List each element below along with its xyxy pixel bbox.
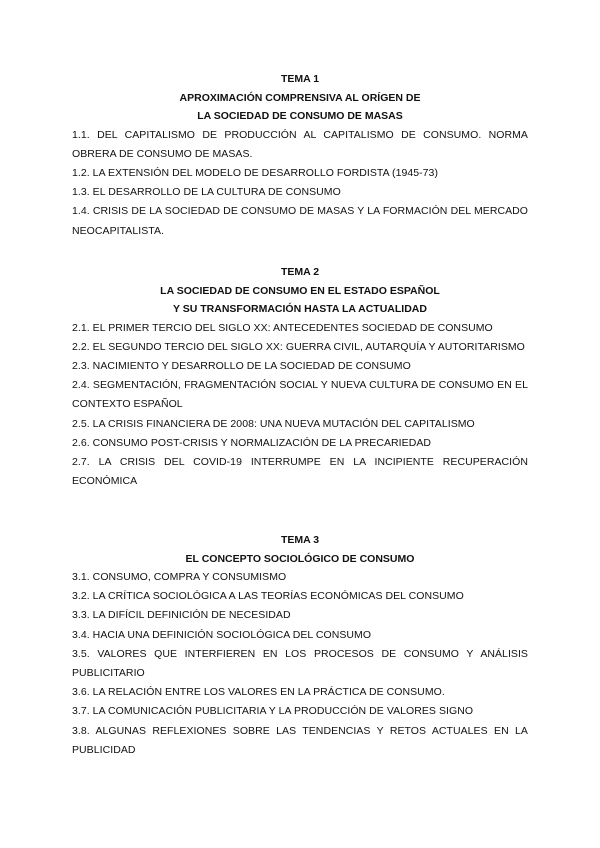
section-tema-1: [72, 70, 528, 241]
list-item: 2.4. SEGMENTACIÓN, FRAGMENTACIÓN SOCIAL Y NUEVA CULTURA DE CONSUMO EN EL CONTEXTO ESPAÑOL: [72, 379, 528, 411]
list-item: 3.2. LA CRÍTICA SOCIOLÓGICA A LAS TEORÍAS ECONÓMICAS DEL CONSUMO: [72, 590, 464, 603]
list-item: 2.2. EL SEGUNDO TERCIO DEL SIGLO XX: GUERRA CIVIL, AUTARQUÍA Y AUTORITARISMO: [72, 340, 525, 353]
list-item: 3.6. LA RELACIÓN ENTRE LOS VALORES EN LA PRÁCTICA DE CONSUMO.: [72, 686, 445, 699]
list-item: 2.6. CONSUMO POST-CRISIS Y NORMALIZACIÓN DE LA PRECARIEDAD: [72, 436, 432, 449]
section-subtitle-line: APROXIMACIÓN COMPRENSIVA AL ORÍGEN DE: [179, 91, 421, 104]
section-subtitle-line: LA SOCIEDAD DE CONSUMO DE MASAS: [197, 110, 403, 122]
section-subtitle-line: Y SU TRANSFORMACIÓN HASTA LA ACTUALIDAD: [173, 303, 427, 315]
list-item: 1.1. DEL CAPITALISMO DE PRODUCCIÓN AL CAPITALISMO DE CONSUMO. NORMA OBRERA DE CONSUMO DE MASAS.: [72, 128, 528, 160]
list-item: 3.4. HACIA UNA DEFINICIÓN SOCIOLÓGICA DEL CONSUMO: [72, 628, 372, 641]
list-item: 3.3. LA DIFÍCIL DEFINICIÓN DE NECESIDAD: [72, 609, 291, 622]
section-tema-3: [72, 531, 528, 760]
list-item: 2.5. LA CRISIS FINANCIERA DE 2008: UNA NUEVA MUTACIÓN DEL CAPITALISMO: [72, 417, 475, 430]
list-item: 1.4. CRISIS DE LA SOCIEDAD DE CONSUMO DE MASAS Y LA FORMACIÓN DEL MERCADO NEOCAPITALISTA.: [72, 205, 528, 237]
section-title: TEMA 3: [280, 534, 320, 546]
list-item: 3.5. VALORES QUE INTERFIEREN EN LOS PROCESOS DE CONSUMO Y ANÁLISIS PUBLICITARIO: [72, 647, 528, 680]
section-title: TEMA 2: [280, 266, 320, 278]
list-item: 3.8. ALGUNAS REFLEXIONES SOBRE LAS TENDENCIAS Y RETOS ACTUALES EN LA PUBLICIDAD: [72, 724, 528, 756]
list-item: 3.1. CONSUMO, COMPRA Y CONSUMISMO: [72, 571, 287, 583]
list-item: 2.3. NACIMIENTO Y DESARROLLO DE LA SOCIEDAD DE CONSUMO: [72, 359, 411, 372]
list-item: 2.1. EL PRIMER TERCIO DEL SIGLO XX: ANTECEDENTES SOCIEDAD DE CONSUMO: [72, 321, 493, 334]
list-item: 2.7. LA CRISIS DEL COVID-19 INTERRUMPE EN LA INCIPIENTE RECUPERACIÓN ECONÓMICA: [72, 455, 528, 488]
list-item: 1.3. EL DESARROLLO DE LA CULTURA DE CONSUMO: [72, 186, 341, 199]
section-subtitle-line: EL CONCEPTO SOCIOLÓGICO DE CONSUMO: [185, 552, 415, 565]
section-title: TEMA 1: [280, 73, 320, 85]
list-item: 3.7. LA COMUNICACIÓN PUBLICITARIA Y LA PRODUCCIÓN DE VALORES SIGNO: [72, 705, 474, 718]
section-tema-2: [72, 263, 528, 491]
section-subtitle-line: LA SOCIEDAD DE CONSUMO EN EL ESTADO ESPAÑOL: [160, 284, 440, 297]
list-item: 1.2. LA EXTENSIÓN DEL MODELO DE DESARROLLO FORDISTA (1945-73): [72, 166, 438, 179]
